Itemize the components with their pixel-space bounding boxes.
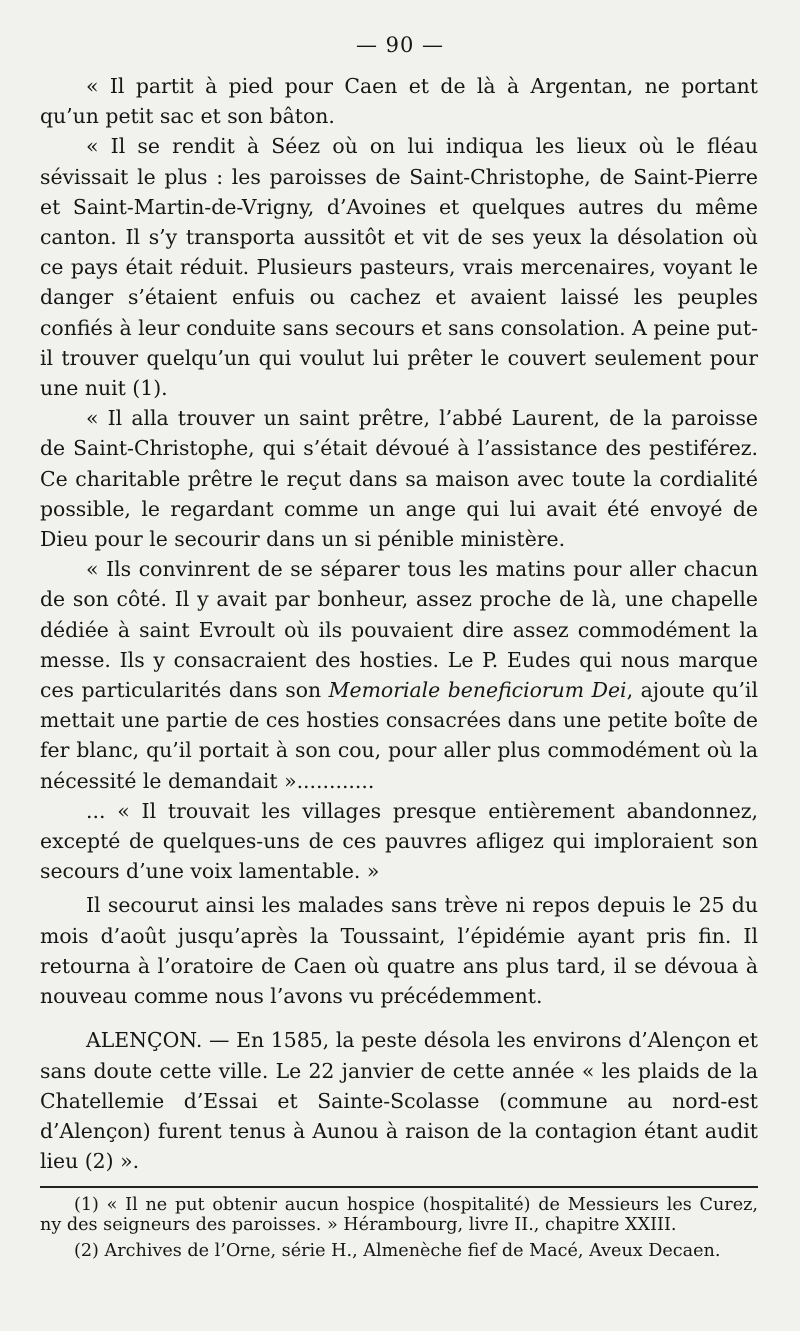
footnote-2: (2) Archives de l’Orne, série H., Almenèche fief de Macé, Aveux Decaen. [74,1241,721,1261]
memoriale-title: Memoriale beneficiorum Dei [328,678,627,703]
paragraph-4-text-before-title: « Ils convinrent de se séparer tous les matins pour aller chacun de son côté. Il y avait par bonheur, assez proche de là, une chapelle dédiée à saint Evroult où ils pouvaient dire assez commodément la messe. Ils y consacraient des hosties. Le P. Eudes qui nous marque ces particularités dans son [40,557,758,703]
paragraph-5: ... « Il trouvait les villages presque entièrement abandonnez, excepté de quelques-uns de ces pauvres afligez qui imploraient son secours d’une voix lamentable. » [40,798,758,884]
footnote-1: (1) « Il ne put obtenir aucun hospice (hospitalité) de Messieurs les Curez, ny des seigneurs des paroisses. » Hérambourg, livre II., chapitre XXIII. [40,1195,758,1235]
footnote-divider [40,1186,758,1188]
paragraph-6: Il secourut ainsi les malades sans trève ni repos depuis le 25 du mois d’août jusqu’après la Toussaint, l’épidémie ayant pris fin. Il retourna à l’oratoire de Caen où quatre ans plus tard, il se dévoua à nouveau comme nous l’avons vu précédemment. [40,893,758,1009]
paragraph-3: « Il alla trouver un saint prêtre, l’abbé Laurent, de la paroisse de Saint-Christophe, qui s’était dévoué à l’assistance des pestiférez. Ce charitable prêtre le reçut dans sa maison avec toute la cordialité possible, le regardant comme un ange qui lui avait été envoyé de Dieu pour le secourir dans un si pénible ministère. [40,406,758,552]
paragraph-1: « Il partit à pied pour Caen et de là à Argentan, ne portant qu’un petit sac et son bâton. [40,74,758,129]
footnotes [40,1195,758,1267]
alencon-paragraph: ALENÇON. — En 1585, la peste désola les environs d’Alençon et sans doute cette ville. Le 22 janvier de cette année « les plaids de la Chatellemie d’Essai et Sainte-Scolasse (commune au nord-est d’Alençon) furent tenus à Aunou à raison de la contagion étant audit lieu (2) ». [40,1028,758,1174]
paragraph-4-text-after-title: , ajoute qu’il mettait une partie de ces hosties consacrées dans une petite boîte de fer blanc, qu’il portait à son cou, pour aller plus commodément où la nécessité le demandait »............ [40,678,758,793]
paragraph-2: « Il se rendit à Séez où on lui indiqua les lieux où le fléau sévissait le plus : les paroisses de Saint-Christophe, de Saint-Pierre et Saint-Martin-de-Vrigny, d’Avoines et quelques autres du même canton. Il s’y transporta aussitôt et vit de ses yeux la désolation où ce pays était réduit. Plusieurs pasteurs, vrais mercenaires, voyant le danger s’étaient enfuis ou cachez et avaient laissé les peuples confiés à leur conduite sans secours et sans consolation. A peine put-il trouver quelqu’un qui voulut lui prêter le couvert seulement pour une nuit (1). [40,134,758,401]
page-number: — 90 — [355,33,445,57]
main-text [40,71,758,1176]
paragraph-4 [40,554,758,796]
